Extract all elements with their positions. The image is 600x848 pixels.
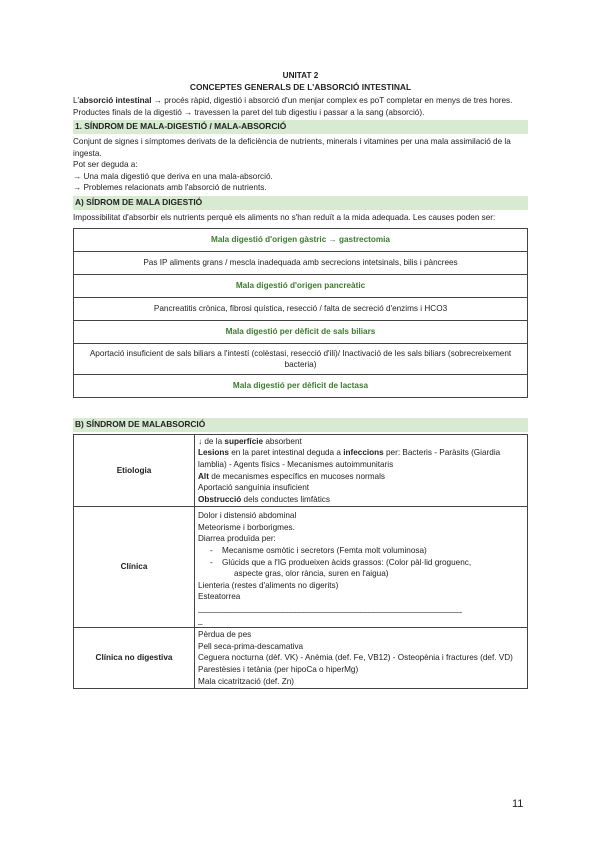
section-a-heading: A) SÍDROM DE MALA DIGESTIÓ [73,196,528,210]
table-row [74,507,528,628]
table-row [74,275,528,298]
cause-heading: Mala digestió per dèficit de sals biliars [74,321,528,344]
table-row [74,298,528,321]
section-a-paragraph: Impossibilitat d'absorbir els nutrients perquè els aliments no s'han reduït a la mida adequada. Les causes poden ser: [73,212,496,222]
page-number: 11 [512,798,524,810]
divider-line: _ [198,615,203,625]
cause-heading: Mala digestió d'origen pancreàtic [74,275,528,298]
table-row [74,628,528,689]
etiologia-cell: ↓ de la superfície absorbent Lesions en la paret intestinal deguda a infeccions per: Bacteris - Paràsits (Giardia lamblia) - Agents físics - Mecanismes autoimmunitaris Alt de mecanismes específics en mucoses normals Aportació sanguínia insuficient Obstrucció dels conductes limfàtics [195,434,528,507]
unit-label: UNITAT 2 [282,71,319,80]
row-label-etiologia: Etiologia [74,434,195,507]
malabsorption-table [73,434,528,689]
cause-detail: Pas IP aliments grans / mescla inadequada amb secrecions intetsinals, bilis i pàncrees [74,252,528,275]
section-b-heading: B) SÍNDROM DE MALABSORCIÓ [73,418,528,432]
cause-detail: Pancreatitis crònica, fibrosi quística, resecció / falta de secreció d'enzims i HCO3 [74,298,528,321]
section-1-heading: 1. SÍNDROM DE MALA-DIGESTIÓ / MALA-ABSORCIÓ [73,120,528,134]
table-row [74,252,528,275]
table-row [74,375,528,398]
section-1-item: → Problemes relacionats amb l'absorció de nutrients. [73,183,267,193]
causes-table [73,228,528,398]
section-1-paragraph: Conjunt de signes i símptomes derivats de la deficiència de nutrients, minerals i vitamines per una mala assimilació de la ingesta. [73,136,511,158]
row-label-clinica: Clínica [74,507,195,628]
intro-paragraph-2: Productes finals de la digestió → travessen la paret del tub digestiu i passar a la sang (absorció). [73,107,425,117]
clinica-no-digestiva-cell: Pèrdua de pes Pell seca-prima-descamativa Ceguera nocturna (dèf. VK) - Anèmia (def. Fe, VB12) - Osteopènia i fractures (def. VD) Parestèsies i tetània (per hipoCa o hiperMg) Mala cicatrització (def. Zn) [195,628,528,689]
section-1-cause-intro: Pot ser deguda a: [73,160,138,170]
divider-line: _________________________________________________________________ [198,604,462,614]
row-label-clinica-no-digestiva: Clínica no digestiva [74,628,195,689]
cause-heading: Mala digestió per dèficit de lactasa [74,375,528,398]
table-row [74,229,528,252]
document-page [73,70,528,689]
page-title: CONCEPTES GENERALS DE L'ABSORCIÓ INTESTINAL [189,81,412,92]
intro-paragraph-1: L'absorció intestinal → procés ràpid, digestió i absorció d'un menjar complex es poT completar en menys de tres hores. [73,96,513,106]
table-row [74,434,528,507]
table-row [74,321,528,344]
cause-detail: Aportació insuficient de sals biliars a l'intestí (colèstasi, resecció d'ili)/ Inactivació de les sals biliars (sobrecreixement bacteria) [74,344,528,375]
cause-heading: Mala digestió d'origen gàstric → gastrectomia [74,229,528,252]
section-1-item: → Una mala digestió que deriva en una mala-absorció. [73,171,273,181]
clinica-cell: Dolor i distensió abdominal Meteorisme i borborigmes. Diarrea produïda per: - Mecanisme osmòtic i secretors (Femta molt voluminosa) - Glúcids que a l'IG produeixen àcids grassos: (Color pàl·lid groguenc, aspecte gras, olor rància, suren en l'aigua) Lienteria (restes d'aliments no digerits) Esteatorrea _________________________________________________________________ _ [195,507,528,628]
table-row [74,344,528,375]
